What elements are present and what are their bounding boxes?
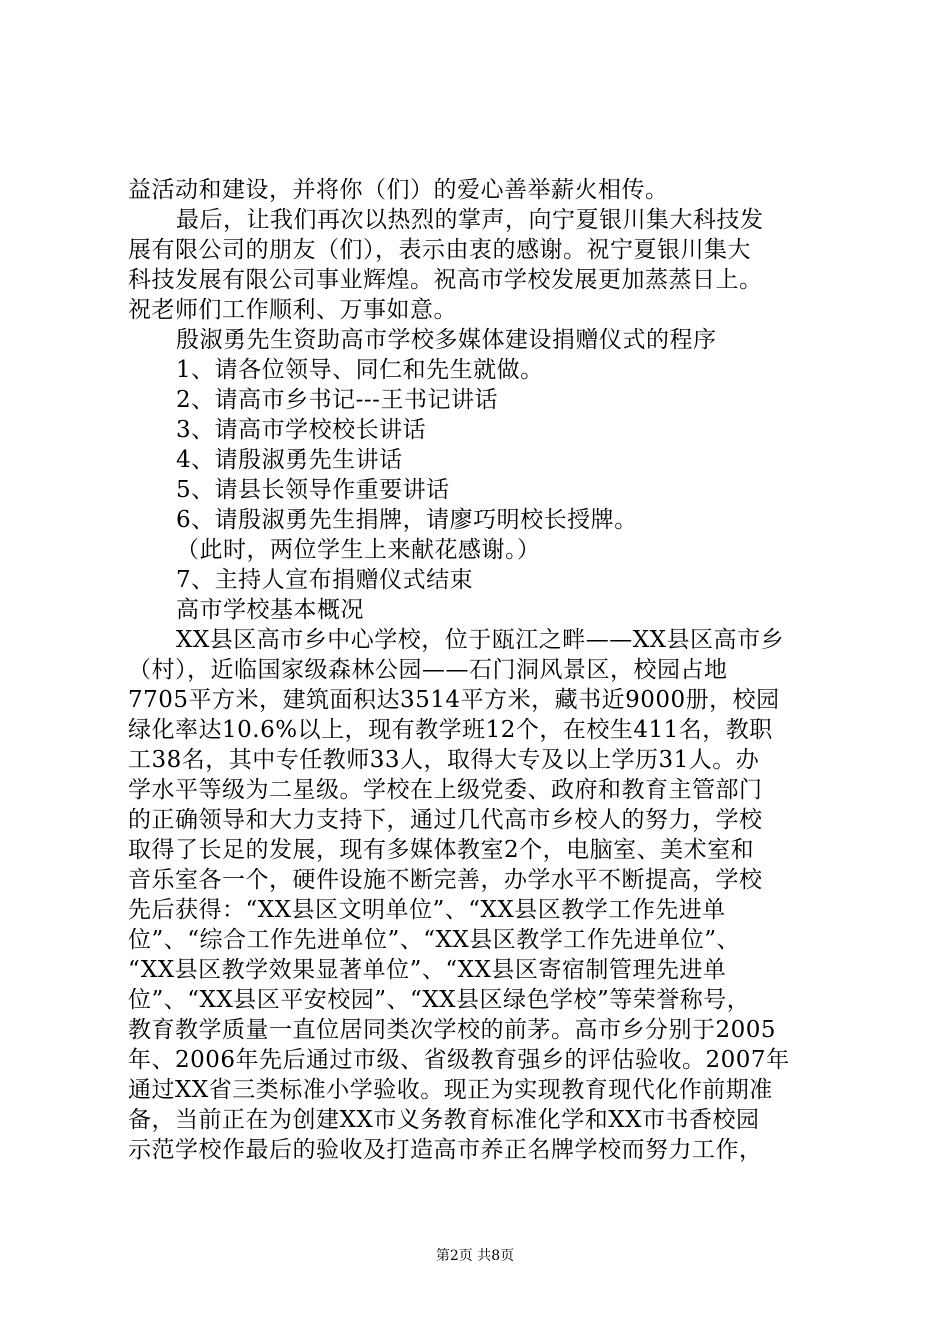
text-line: 祝老师们工作顺利、万事如意。 bbox=[128, 297, 457, 323]
page-footer: 第2页 共8页 bbox=[435, 1248, 515, 1264]
text-line: 备，当前正在为创建XX市义务教育标准化学和XX市书香校园 bbox=[128, 1107, 760, 1133]
text-line: 科技发展有限公司事业辉煌。祝高市学校发展更加蒸蒸日上。 bbox=[128, 267, 763, 293]
text-line: 音乐室各一个，硬件设施不断完善，办学水平不断提高，学校 bbox=[128, 867, 763, 893]
text-line: 取得了长足的发展，现有多媒体教室2个，电脑室、美术室和 bbox=[128, 837, 755, 863]
text-line: “XX县区教学效果显著单位”、“XX县区寄宿制管理先进单 bbox=[128, 957, 727, 983]
text-line: 示范学校作最后的验收及打造高市养正名牌学校而努力工作， bbox=[128, 1137, 763, 1163]
list-item: 3、请高市学校校长讲话 bbox=[176, 417, 427, 443]
text-line: 通过XX省三类标准小学验收。现正为实现教育现代化作前期准 bbox=[128, 1077, 773, 1103]
text-line: 的正确领导和大力支持下，通过几代高市乡校人的努力，学校 bbox=[128, 807, 763, 833]
list-item: 4、请殷淑勇先生讲话 bbox=[176, 447, 403, 473]
list-item: 6、请殷淑勇先生捐牌，请廖巧明校长授牌。 bbox=[176, 507, 638, 533]
list-item: 5、请县长领导作重要讲话 bbox=[176, 477, 450, 503]
text-line: （村），近临国家级森林公园——石门洞风景区，校园占地 bbox=[128, 657, 728, 683]
list-note: （此时，两位学生上来献花感谢。） bbox=[176, 537, 541, 563]
section-heading: 殷淑勇先生资助高市学校多媒体建设捐赠仪式的程序 bbox=[176, 327, 717, 353]
text-line: 先后获得：“XX县区文明单位”、“XX县区教学工作先进单 bbox=[128, 897, 726, 923]
text-line: 最后，让我们再次以热烈的掌声，向宁夏银川集大科技发 bbox=[176, 207, 764, 233]
section-heading: 高市学校基本概况 bbox=[176, 597, 364, 623]
text-line: 绿化率达10.6%以上，现有教学班12个，在校生411名，教职 bbox=[128, 717, 773, 743]
text-line: 教育教学质量一直位居同类次学校的前茅。高市乡分别于2005 bbox=[128, 1017, 777, 1043]
list-item: 2、请高市乡书记---王书记讲话 bbox=[176, 387, 498, 413]
text-line: 位”、“综合工作先进单位”、“XX县区教学工作先进单位”、 bbox=[128, 927, 741, 953]
list-item: 1、请各位领导、同仁和先生就做。 bbox=[176, 357, 544, 383]
text-line: 展有限公司的朋友（们），表示由衷的感谢。祝宁夏银川集大 bbox=[128, 237, 751, 263]
text-line: 益活动和建设，并将你（们）的爱心善举薪火相传。 bbox=[128, 177, 669, 203]
text-line: XX县区高市乡中心学校，位于瓯江之畔——XX县区高市乡 bbox=[176, 627, 784, 653]
list-item: 7、主持人宣布捐赠仪式结束 bbox=[176, 567, 474, 593]
text-line: 位”、“XX县区平安校园”、“XX县区绿色学校”等荣誉称号， bbox=[128, 987, 751, 1013]
text-line: 工38名，其中专任教师33人，取得大专及以上学历31人。办 bbox=[128, 747, 760, 773]
text-line: 年、2006年先后通过市级、省级教育强乡的评估验收。2007年 bbox=[128, 1047, 790, 1073]
text-line: 学水平等级为二星级。学校在上级党委、政府和教育主管部门 bbox=[128, 777, 763, 803]
text-line: 7705平方米，建筑面积达3514平方米，藏书近9000册，校园 bbox=[128, 687, 780, 713]
